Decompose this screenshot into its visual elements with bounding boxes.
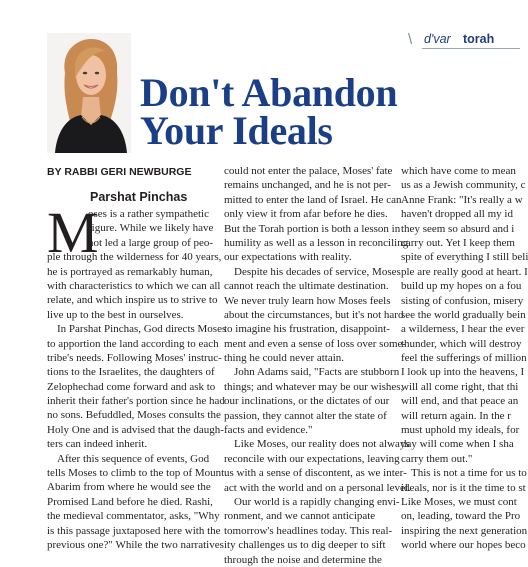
body-line: on, leading, toward the Pro (401, 510, 521, 523)
body-line: tribe's needs. Following Moses' instruc- (47, 351, 222, 364)
body-line: remains unchanged, and he is not per- (224, 179, 391, 192)
body-line: only view it from afar before he dies. (224, 208, 388, 221)
body-line: Zelophechad come forward and ask to (47, 380, 216, 393)
section-label-torah: torah (463, 32, 495, 46)
section-label-dvar: d'var (424, 32, 451, 46)
body-line: After this sequence of events, God (57, 452, 210, 465)
body-line: feel the sufferings of million (401, 352, 527, 365)
top-edge (0, 0, 512, 3)
body-column-2 (224, 164, 411, 567)
body-line: oses is a rather sympathetic (88, 208, 209, 220)
section-tag (408, 30, 512, 52)
article-title-line-2: Your Ideals (140, 108, 333, 153)
body-line: a wilderness, I hear the ever (401, 323, 525, 336)
body-line: sisting of confusion, misery (401, 294, 524, 307)
section-slash: \ (408, 31, 413, 48)
body-line: our expectations with reality. (224, 251, 352, 264)
body-line: John Adams said, "Facts are stubborn (234, 366, 400, 379)
author-byline: BY RABBI GERI NEWBURGE (47, 166, 192, 178)
body-line: to apportion the land according to each (47, 337, 219, 350)
body-line: Abarim from where he would see the (47, 481, 211, 494)
author-photo (47, 33, 131, 153)
body-line: figure. While we likely have (88, 222, 214, 235)
body-line: will return again. In the r (401, 409, 511, 422)
body-line: This is not a time for us to (411, 467, 527, 480)
body-line: they seem so absurd and i (401, 222, 515, 235)
body-line: ters can indeed inherit. (47, 438, 148, 451)
section-underline (422, 48, 520, 49)
body-line: spite of everything I still beli (401, 251, 528, 264)
body-line: tomorrow's headlines today. This real- (224, 524, 393, 537)
body-line: live up to the best in ourselves. (47, 308, 184, 321)
body-line: us with a sense of discontent, as we inter- (224, 467, 407, 480)
body-line: through the noise and determine the (224, 553, 382, 566)
body-column-3 (401, 164, 528, 553)
body-line: could not enter the palace, Moses' fate (224, 165, 393, 177)
body-line: reconcile with our expectations, leaving (224, 452, 400, 465)
body-line: Promised Land before he died. Rashi, (47, 495, 213, 508)
body-column-1 (47, 200, 227, 552)
body-line: build up my hopes on a fou (401, 280, 522, 293)
body-line: no sons. Befuddled, Moses consults the (47, 409, 221, 422)
body-line: with characteristics to which we can all (47, 279, 221, 292)
body-line: he is portrayed as remarkably human, (47, 265, 213, 278)
body-line: day will come when I sha (401, 438, 514, 451)
body-line: relate, and which inspire us to strive to (47, 294, 218, 307)
body-line: inspiring the next generation (401, 524, 528, 537)
body-line: But the Torah portion is both a lesson in (224, 222, 401, 235)
body-line: Anne Frank: "It's really a w (401, 193, 523, 206)
body-line: act with the world and on a personal level. (224, 481, 411, 494)
body-line: ment and even a sense of loss over some- (224, 337, 407, 350)
body-line: ronment, and we cannot anticipate (224, 510, 376, 523)
body-line: We never truly learn how Moses feels (224, 294, 391, 307)
body-line: things; and whatever may be our wishes, (224, 380, 404, 393)
body-line: previous one?" While the two narratives (47, 538, 224, 551)
body-line: tions to the Israelites, the daughters of (47, 366, 215, 379)
body-line: humility as well as a lesson in reconciling (224, 236, 409, 249)
article-title (140, 70, 512, 153)
body-line: must uphold my ideals, for (401, 424, 520, 437)
body-line: Our world is a rapidly changing envi- (234, 495, 400, 508)
body-line: haven't dropped all my id (401, 208, 513, 221)
body-line: facts and evidence." (224, 424, 313, 437)
body-line: Like Moses, we must cont (401, 495, 517, 508)
portion-subhead: Parshat Pinchas (90, 190, 188, 204)
body-line: In Parshat Pinchas, God directs Moses (57, 323, 227, 336)
body-line: about the circumstances, but it's not hard (224, 308, 404, 321)
body-line: see the world gradually bein (401, 308, 526, 321)
body-line: to imagine his frustration, disappoint- (224, 323, 390, 336)
body-line: tells Moses to climb to the top of Mount (47, 467, 225, 480)
body-line: not led a large group of peo- (88, 236, 214, 249)
body-line: carry them out." (401, 452, 473, 465)
body-line: us as a Jewish community, c (401, 179, 526, 192)
article-title-line-1: Don't Abandon (140, 70, 398, 115)
body-line: cannot reach the ultimate destination. (224, 280, 389, 293)
body-line: ideals, nor is it the time to st (401, 481, 526, 494)
body-line: inherit their father's portion since he had (47, 395, 225, 408)
body-line: Despite his decades of service, Moses (234, 265, 401, 278)
drop-cap: M (47, 200, 99, 265)
body-line: ple through the wilderness for 40 years, (47, 251, 222, 264)
body-line: thing he could never attain. (224, 352, 345, 365)
body-line: is this passage juxtaposed here with the (47, 524, 221, 537)
body-line: which have come to mean (401, 165, 516, 177)
body-line: I look up into the heavens, I (401, 366, 525, 379)
body-line: Holy One and is advised that the daugh- (47, 423, 224, 436)
body-line: carry out. Yet I keep them (401, 236, 515, 249)
body-line: our inclinations, or the dictates of our (224, 395, 390, 408)
body-line: world where our hopes beco (401, 539, 526, 552)
body-line: thunder, which will destroy (401, 337, 522, 350)
body-line: will end, and that peace an (401, 395, 519, 408)
body-line: ple are really good at heart. I (401, 265, 528, 278)
body-line: ity challenges us to dig deeper to sift (224, 539, 386, 552)
body-line: the medieval commentator, asks, "Why (47, 510, 220, 523)
body-line: passion, they cannot alter the state of (224, 409, 387, 422)
body-line: mitted to enter the land of Israel. He can (224, 193, 402, 206)
body-line: will all come right, that thi (401, 380, 519, 393)
body-line: Like Moses, our reality does not always (234, 438, 410, 451)
